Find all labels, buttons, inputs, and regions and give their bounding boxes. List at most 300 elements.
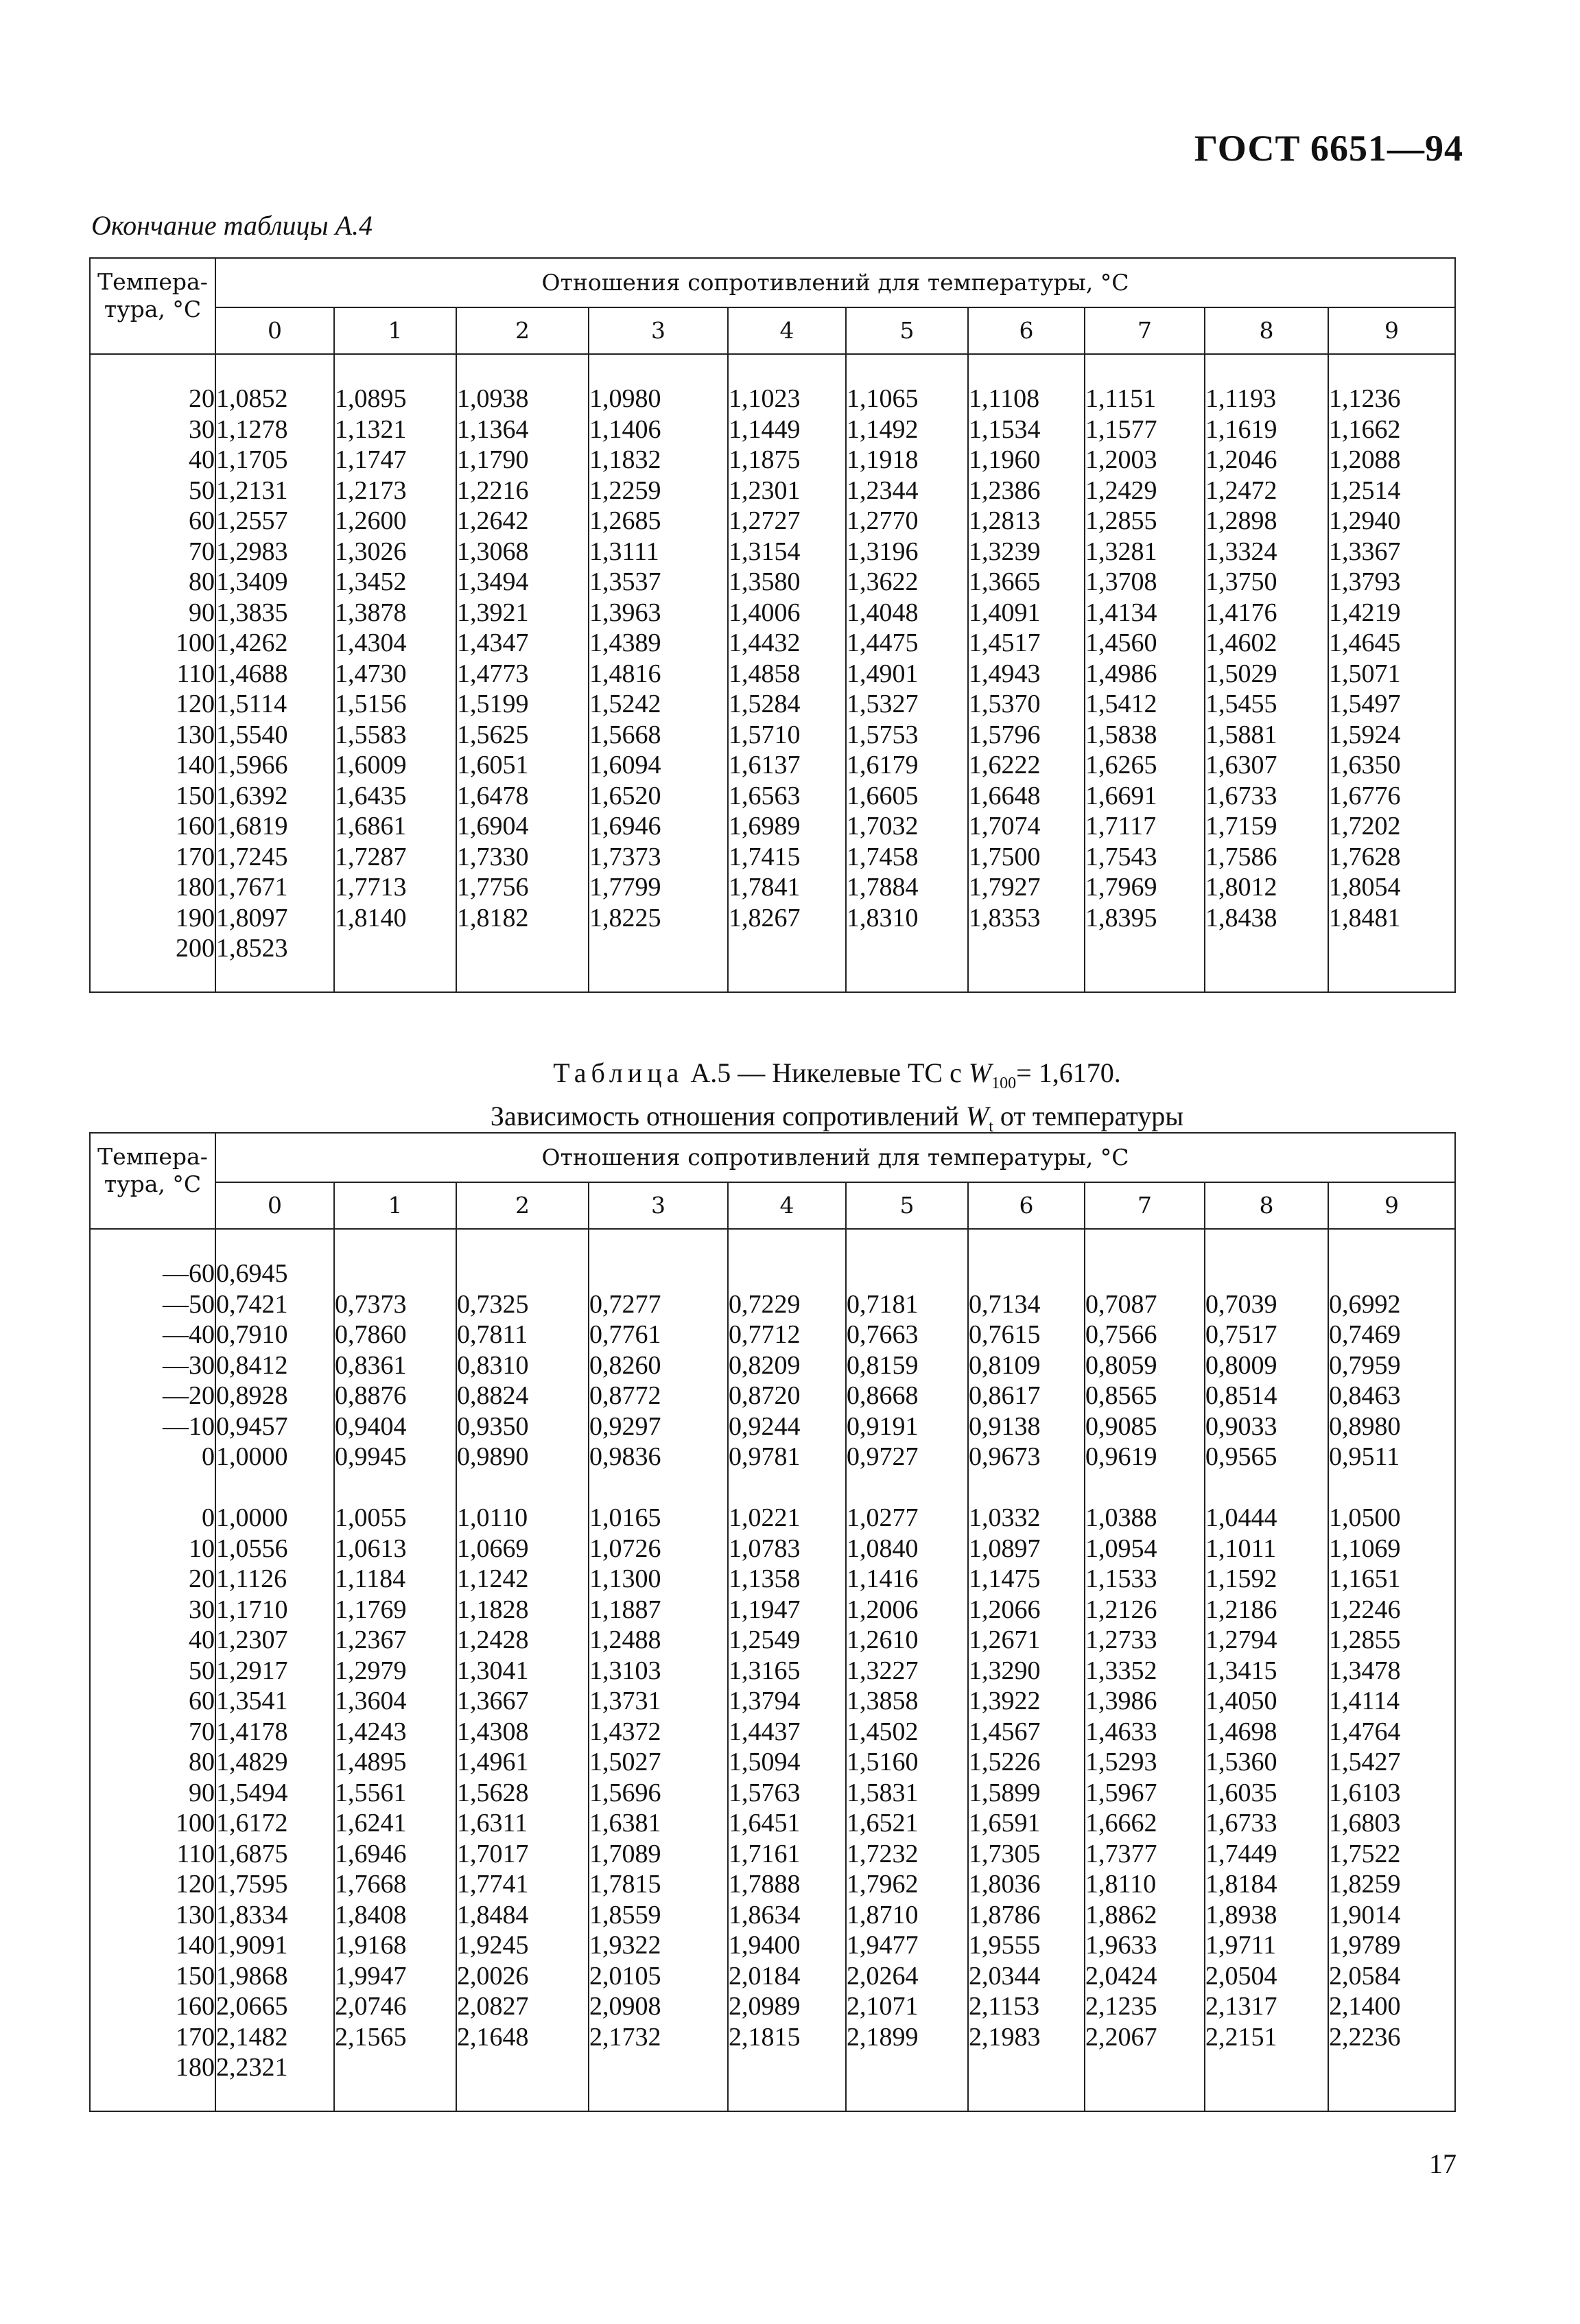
temperature-cell: 150	[90, 1961, 215, 1992]
column-header-8: 8	[1205, 307, 1328, 354]
value-cell: 0,8059	[1085, 1350, 1205, 1381]
value-cell: 1,2917	[215, 1656, 334, 1687]
temperature-cell: 80	[90, 1747, 215, 1778]
value-cell: 1,3452	[334, 567, 456, 598]
value-cell: 1,9868	[215, 1961, 334, 1992]
value-cell: 0,9945	[334, 1442, 456, 1472]
value-cell: 1,6875	[215, 1839, 334, 1870]
value-cell: 2,1815	[728, 2022, 846, 2053]
value-cell: 1,7245	[215, 842, 334, 873]
table-row	[90, 445, 1455, 476]
value-cell: 1,0277	[846, 1503, 968, 1534]
value-cell: 0,7910	[215, 1319, 334, 1350]
column-header-4: 4	[728, 1182, 846, 1229]
value-cell: 1,4432	[728, 628, 846, 659]
value-cell: 2,0105	[589, 1961, 728, 1992]
value-cell: 0,8824	[456, 1381, 589, 1411]
value-cell: 0,8209	[728, 1350, 846, 1381]
page-number: 17	[1429, 2148, 1457, 2179]
value-cell: 1,8267	[728, 903, 846, 934]
table-a4	[89, 257, 1456, 993]
value-cell: 0,7181	[846, 1289, 968, 1320]
column-header-0: 0	[215, 307, 334, 354]
value-cell	[1205, 1258, 1328, 1289]
value-cell	[728, 1258, 846, 1289]
value-cell: 1,3858	[846, 1686, 968, 1717]
value-cell: 1,2733	[1085, 1625, 1205, 1656]
table-row	[90, 476, 1455, 506]
value-cell: 1,2488	[589, 1625, 728, 1656]
value-cell: 1,7287	[334, 842, 456, 873]
value-cell: 1,1875	[728, 445, 846, 476]
value-cell: 1,3665	[968, 567, 1085, 598]
table-a5	[89, 1132, 1456, 2112]
value-cell: 0,7087	[1085, 1289, 1205, 1320]
value-cell: 1,2428	[456, 1625, 589, 1656]
value-cell: 1,8862	[1085, 1900, 1205, 1931]
value-cell: 1,3921	[456, 598, 589, 629]
value-cell: 1,4961	[456, 1747, 589, 1778]
value-cell: 1,2855	[1085, 506, 1205, 537]
value-cell: 1,5327	[846, 689, 968, 720]
value-cell: 1,0221	[728, 1503, 846, 1534]
value-cell: 0,8159	[846, 1350, 968, 1381]
table-row	[90, 1961, 1455, 1992]
value-cell: 1,2246	[1328, 1595, 1455, 1625]
value-cell: 0,6945	[215, 1258, 334, 1289]
value-cell: 1,7377	[1085, 1839, 1205, 1870]
value-cell: 1,1011	[1205, 1534, 1328, 1564]
value-cell: 1,0556	[215, 1534, 334, 1564]
value-cell: 0,7421	[215, 1289, 334, 1320]
value-cell: 1,3922	[968, 1686, 1085, 1717]
table-a5-title-line1	[412, 1057, 1262, 1100]
value-cell: 1,4050	[1205, 1686, 1328, 1717]
value-cell: 1,7799	[589, 872, 728, 903]
value-cell: 1,7330	[456, 842, 589, 873]
table-row	[90, 1747, 1455, 1778]
value-cell: 1,0110	[456, 1503, 589, 1534]
value-cell: 1,2855	[1328, 1625, 1455, 1656]
value-cell: 1,0954	[1085, 1534, 1205, 1564]
temperature-cell: 100	[90, 1808, 215, 1839]
value-cell: 1,6819	[215, 811, 334, 842]
temperature-cell: 70	[90, 1717, 215, 1748]
value-cell: 1,2600	[334, 506, 456, 537]
value-cell: 0,8720	[728, 1381, 846, 1411]
value-cell: 1,5455	[1205, 689, 1328, 720]
value-cell: 0,7761	[589, 1319, 728, 1350]
value-cell: 1,3227	[846, 1656, 968, 1687]
w-subscript: 100	[991, 1075, 1017, 1092]
temperature-cell: 130	[90, 1900, 215, 1931]
value-cell: 1,3667	[456, 1686, 589, 1717]
value-cell: 1,2126	[1085, 1595, 1205, 1625]
value-cell: 0,9085	[1085, 1411, 1205, 1442]
value-cell	[589, 2052, 728, 2083]
value-cell: 1,6989	[728, 811, 846, 842]
value-cell	[1328, 2052, 1455, 2083]
value-cell: 1,0388	[1085, 1503, 1205, 1534]
value-cell	[968, 1258, 1085, 1289]
value-cell: 2,1732	[589, 2022, 728, 2053]
value-cell: 1,1651	[1328, 1564, 1455, 1595]
value-cell: 1,5160	[846, 1747, 968, 1778]
column-header-6: 6	[968, 1182, 1085, 1229]
value-cell: 1,0726	[589, 1534, 728, 1564]
value-cell: 1,3352	[1085, 1656, 1205, 1687]
value-cell: 1,2367	[334, 1625, 456, 1656]
value-cell: 1,2429	[1085, 476, 1205, 506]
value-cell: 1,1126	[215, 1564, 334, 1595]
value-cell: 1,7089	[589, 1839, 728, 1870]
value-cell: 1,4114	[1328, 1686, 1455, 1717]
value-cell: 1,6520	[589, 781, 728, 812]
temperature-cell: 160	[90, 1991, 215, 2022]
value-cell: 1,3026	[334, 537, 456, 567]
value-cell: 1,8523	[215, 933, 334, 964]
value-cell: 1,8012	[1205, 872, 1328, 903]
temperature-cell: —40	[90, 1319, 215, 1350]
value-cell: 1,6605	[846, 781, 968, 812]
value-cell: 0,9673	[968, 1442, 1085, 1472]
group-header: Отношения сопротивлений для температуры, °С	[215, 258, 1455, 307]
value-cell: 1,9091	[215, 1930, 334, 1961]
value-cell: 1,0938	[456, 384, 589, 414]
value-cell: 2,0026	[456, 1961, 589, 1992]
value-cell	[589, 933, 728, 964]
value-cell: 1,2386	[968, 476, 1085, 506]
value-cell: 1,9947	[334, 1961, 456, 1992]
table-row	[90, 1381, 1455, 1411]
value-cell: 1,8054	[1328, 872, 1455, 903]
column-digit-header-row	[90, 307, 1455, 354]
value-cell: 2,0584	[1328, 1961, 1455, 1992]
value-cell: 2,0989	[728, 1991, 846, 2022]
column-header-5: 5	[846, 1182, 968, 1229]
table-row	[90, 689, 1455, 720]
value-cell: 1,1577	[1085, 414, 1205, 445]
value-cell: 1,5540	[215, 720, 334, 751]
value-cell: 1,4502	[846, 1717, 968, 1748]
value-cell: 1,4773	[456, 659, 589, 690]
table-row	[90, 628, 1455, 659]
value-cell: 1,4895	[334, 1747, 456, 1778]
temperature-cell: 100	[90, 628, 215, 659]
value-cell: 1,1358	[728, 1564, 846, 1595]
value-cell	[334, 933, 456, 964]
value-cell: 1,2983	[215, 537, 334, 567]
value-cell: 1,5114	[215, 689, 334, 720]
value-cell: 1,6009	[334, 750, 456, 781]
table-a5-title-word: Таблица	[553, 1057, 684, 1088]
value-cell	[968, 2052, 1085, 2083]
value-cell: 1,5497	[1328, 689, 1455, 720]
value-cell: 1,5924	[1328, 720, 1455, 751]
value-cell: 1,7032	[846, 811, 968, 842]
value-cell: 0,7811	[456, 1319, 589, 1350]
table-row	[90, 1411, 1455, 1442]
value-cell: 2,0746	[334, 1991, 456, 2022]
value-cell: 1,5370	[968, 689, 1085, 720]
value-cell: 1,7586	[1205, 842, 1328, 873]
spacer-row	[90, 1472, 1455, 1503]
value-cell	[1205, 2052, 1328, 2083]
value-cell: 1,7815	[589, 1869, 728, 1900]
table-row	[90, 414, 1455, 445]
value-cell: 1,1278	[215, 414, 334, 445]
value-cell: 1,4347	[456, 628, 589, 659]
value-cell: 1,7159	[1205, 811, 1328, 842]
value-cell: 1,6861	[334, 811, 456, 842]
value-cell: 0,9890	[456, 1442, 589, 1472]
value-cell: 1,3111	[589, 537, 728, 567]
value-cell: 1,5583	[334, 720, 456, 751]
value-cell: 1,5753	[846, 720, 968, 751]
value-cell: 0,8463	[1328, 1381, 1455, 1411]
value-cell: 1,4134	[1085, 598, 1205, 629]
value-cell: 1,4262	[215, 628, 334, 659]
value-cell: 1,7017	[456, 1839, 589, 1870]
value-cell: 1,6035	[1205, 1778, 1328, 1809]
temperature-cell: 60	[90, 1686, 215, 1717]
value-cell: 1,1592	[1205, 1564, 1328, 1595]
value-cell: 0,9404	[334, 1411, 456, 1442]
value-cell: 1,8184	[1205, 1869, 1328, 1900]
table-row	[90, 659, 1455, 690]
value-cell: 1,1832	[589, 445, 728, 476]
value-cell: 0,9297	[589, 1411, 728, 1442]
value-cell: 1,5094	[728, 1747, 846, 1778]
value-cell: 0,7860	[334, 1319, 456, 1350]
value-cell: 1,3604	[334, 1686, 456, 1717]
value-cell: 1,5696	[589, 1778, 728, 1809]
value-cell: 0,8617	[968, 1381, 1085, 1411]
temperature-cell: 30	[90, 1595, 215, 1625]
value-cell: 1,6350	[1328, 750, 1455, 781]
column-header-9: 9	[1328, 1182, 1455, 1229]
temperature-header	[90, 258, 215, 354]
value-cell: 1,6172	[215, 1808, 334, 1839]
value-cell: 1,9400	[728, 1930, 846, 1961]
value-cell: 1,6478	[456, 781, 589, 812]
value-cell: 1,1406	[589, 414, 728, 445]
value-cell: 1,3537	[589, 567, 728, 598]
value-cell: 1,5360	[1205, 1747, 1328, 1778]
value-cell: 1,9245	[456, 1930, 589, 1961]
value-cell: 1,1710	[215, 1595, 334, 1625]
column-header-1: 1	[334, 1182, 456, 1229]
temperature-cell: 20	[90, 1564, 215, 1595]
value-cell: 0,9457	[215, 1411, 334, 1442]
value-cell: 1,5625	[456, 720, 589, 751]
temperature-cell: 110	[90, 659, 215, 690]
table-row	[90, 537, 1455, 567]
value-cell: 1,5561	[334, 1778, 456, 1809]
value-cell: 1,4304	[334, 628, 456, 659]
value-cell: 1,2557	[215, 506, 334, 537]
value-cell: 2,0424	[1085, 1961, 1205, 1992]
value-cell: 1,6648	[968, 781, 1085, 812]
value-cell: 1,2794	[1205, 1625, 1328, 1656]
temperature-cell: 200	[90, 933, 215, 964]
value-cell: 1,6179	[846, 750, 968, 781]
value-cell: 1,9168	[334, 1930, 456, 1961]
value-cell: 1,5284	[728, 689, 846, 720]
value-cell: 1,6803	[1328, 1808, 1455, 1839]
value-cell: 1,3731	[589, 1686, 728, 1717]
value-cell: 1,8438	[1205, 903, 1328, 934]
value-cell: 2,2067	[1085, 2022, 1205, 2053]
value-cell: 2,0184	[728, 1961, 846, 1992]
value-cell: 1,1828	[456, 1595, 589, 1625]
value-cell: 1,5156	[334, 689, 456, 720]
value-cell: 1,4764	[1328, 1717, 1455, 1748]
temperature-cell: 140	[90, 750, 215, 781]
value-cell	[456, 1258, 589, 1289]
table-row	[90, 842, 1455, 873]
value-cell: 1,2046	[1205, 445, 1328, 476]
value-cell: 1,1151	[1085, 384, 1205, 414]
value-cell: 0,7663	[846, 1319, 968, 1350]
value-cell: 1,8395	[1085, 903, 1205, 934]
table-row	[90, 2022, 1455, 2053]
value-cell: 1,7595	[215, 1869, 334, 1900]
value-cell: 1,2344	[846, 476, 968, 506]
value-cell: 1,4372	[589, 1717, 728, 1748]
table-a5-title-line2-b: от температуры	[993, 1101, 1184, 1131]
value-cell: 0,7959	[1328, 1350, 1455, 1381]
value-cell: 0,8514	[1205, 1381, 1328, 1411]
value-cell: 1,6241	[334, 1808, 456, 1839]
table-row	[90, 1258, 1455, 1289]
value-cell: 1,6946	[334, 1839, 456, 1870]
temperature-cell: 40	[90, 1625, 215, 1656]
temperature-header	[90, 1133, 215, 1229]
value-cell: 2,0344	[968, 1961, 1085, 1992]
value-cell: 0,8310	[456, 1350, 589, 1381]
value-cell: 1,0840	[846, 1534, 968, 1564]
value-cell: 1,7232	[846, 1839, 968, 1870]
value-cell: 1,4829	[215, 1747, 334, 1778]
value-cell: 1,3165	[728, 1656, 846, 1687]
value-cell: 1,6733	[1205, 1808, 1328, 1839]
column-digit-header-row	[90, 1182, 1455, 1229]
spacer-row	[90, 2083, 1455, 2111]
value-cell: 1,4219	[1328, 598, 1455, 629]
wt-subscript: t	[989, 1118, 993, 1136]
value-cell: 1,0055	[334, 1503, 456, 1534]
table-row	[90, 1289, 1455, 1320]
value-cell: 1,5199	[456, 689, 589, 720]
value-cell: 1,2066	[968, 1595, 1085, 1625]
value-cell: 1,7962	[846, 1869, 968, 1900]
value-cell: 1,8310	[846, 903, 968, 934]
value-cell: 1,2727	[728, 506, 846, 537]
value-cell: 0,8109	[968, 1350, 1085, 1381]
table-row	[90, 903, 1455, 934]
table-row	[90, 598, 1455, 629]
value-cell: 1,2813	[968, 506, 1085, 537]
value-cell: 1,4688	[215, 659, 334, 690]
table-row	[90, 506, 1455, 537]
value-cell: 0,8009	[1205, 1350, 1328, 1381]
value-cell: 1,3794	[728, 1686, 846, 1717]
value-cell: 1,0613	[334, 1534, 456, 1564]
value-cell: 1,8484	[456, 1900, 589, 1931]
value-cell: 1,4858	[728, 659, 846, 690]
value-cell: 1,5427	[1328, 1747, 1455, 1778]
temperature-cell: —50	[90, 1289, 215, 1320]
value-cell: 1,4091	[968, 598, 1085, 629]
value-cell: 1,4633	[1085, 1717, 1205, 1748]
value-cell: 1,3281	[1085, 537, 1205, 567]
value-cell: 0,9138	[968, 1411, 1085, 1442]
table-a5-title	[412, 1057, 1262, 1143]
spacer-row	[90, 354, 1455, 384]
value-cell: 0,9727	[846, 1442, 968, 1472]
value-cell: 1,3367	[1328, 537, 1455, 567]
value-cell: 0,7712	[728, 1319, 846, 1350]
value-cell: 1,8334	[215, 1900, 334, 1931]
value-cell: 2,0665	[215, 1991, 334, 2022]
value-cell: 1,8225	[589, 903, 728, 934]
value-cell: 1,3154	[728, 537, 846, 567]
value-cell: 1,1492	[846, 414, 968, 445]
value-cell: 0,8565	[1085, 1381, 1205, 1411]
value-cell: 1,1533	[1085, 1564, 1205, 1595]
temperature-cell: 120	[90, 689, 215, 720]
value-cell: 1,0000	[215, 1442, 334, 1472]
temperature-cell: 140	[90, 1930, 215, 1961]
column-header-3: 3	[589, 1182, 728, 1229]
value-cell: 1,1236	[1328, 384, 1455, 414]
value-cell: 1,2216	[456, 476, 589, 506]
value-cell: 0,7373	[334, 1289, 456, 1320]
value-cell: 1,1662	[1328, 414, 1455, 445]
value-cell: 0,8260	[589, 1350, 728, 1381]
value-cell: 1,7202	[1328, 811, 1455, 842]
value-cell	[846, 1258, 968, 1289]
table-row	[90, 720, 1455, 751]
value-cell: 1,6435	[334, 781, 456, 812]
value-cell: 1,7373	[589, 842, 728, 873]
value-cell: 0,9033	[1205, 1411, 1328, 1442]
temperature-header-text: Темпера- тура, °С	[97, 1143, 208, 1197]
value-cell: 1,3986	[1085, 1686, 1205, 1717]
value-cell: 2,1482	[215, 2022, 334, 2053]
table-row	[90, 567, 1455, 598]
value-cell: 1,4389	[589, 628, 728, 659]
value-cell: 1,1065	[846, 384, 968, 414]
value-cell: 1,4176	[1205, 598, 1328, 629]
value-cell: 1,8036	[968, 1869, 1085, 1900]
column-header-6: 6	[968, 307, 1085, 354]
value-cell: 1,6094	[589, 750, 728, 781]
value-cell: 2,1071	[846, 1991, 968, 2022]
value-cell: 1,2301	[728, 476, 846, 506]
value-cell: 1,6591	[968, 1808, 1085, 1839]
value-cell: 1,4437	[728, 1717, 846, 1748]
value-cell: 1,6662	[1085, 1808, 1205, 1839]
table-row	[90, 2052, 1455, 2083]
value-cell: 1,2472	[1205, 476, 1328, 506]
value-cell: 1,4560	[1085, 628, 1205, 659]
value-cell: 1,3750	[1205, 567, 1328, 598]
value-cell: 1,8182	[456, 903, 589, 934]
value-cell: 1,2514	[1328, 476, 1455, 506]
temperature-cell: —20	[90, 1381, 215, 1411]
